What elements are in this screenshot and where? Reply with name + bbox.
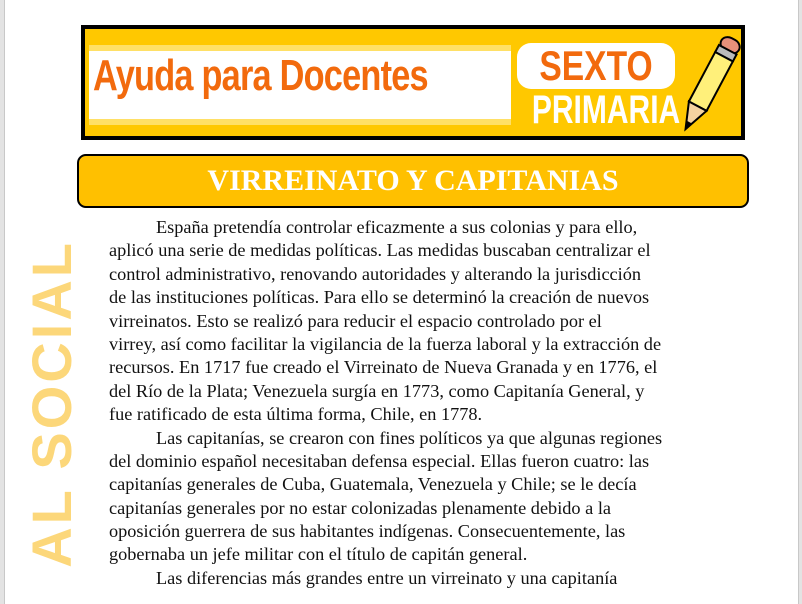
header-banner	[81, 25, 745, 140]
document-body	[109, 216, 709, 590]
logo-text: Ayuda para Docentes	[93, 51, 428, 100]
grade-label: SEXTO	[539, 42, 653, 89]
level-label: PRIMARIA	[531, 88, 681, 132]
text-line: capitanías generales por no estar colonizadas plenamente debido a la	[109, 497, 612, 518]
text-line: Las diferencias más grandes entre un virreinato y una capitanía	[156, 567, 618, 588]
text-line: del dominio español necesitaban defensa especial. Ellas fueron cuatro: las	[109, 450, 650, 471]
text-line: virrey, así como facilitar la vigilancia de la fuerza laboral y la extracción de	[109, 333, 662, 354]
page-left-margin	[0, 0, 5, 604]
text-line: Las capitanías, se crearon con fines políticos ya que algunas regiones	[156, 427, 663, 448]
text-line: España pretendía controlar eficazmente a sus colonias y para ello,	[156, 217, 638, 237]
text-line: oposición guerrera de sus habitantes indígenas. Consecuentemente, las	[109, 521, 626, 542]
pencil-icon	[673, 31, 745, 139]
text-line: virreinatos. Esto se realizó para reducir el espacio controlado por el	[109, 310, 602, 331]
text-line: capitanías generales de Cuba, Guatemala, Venezuela y Chile; se le decía	[109, 474, 637, 495]
text-line: recursos. En 1717 fue creado el Virreinato de Nueva Granada y en 1776, el	[109, 357, 658, 378]
text-line: gobernaba un jefe militar con el título de capitán general.	[109, 544, 528, 565]
page-title: VIRREINATO Y CAPITANIAS	[207, 164, 619, 197]
title-bar	[77, 154, 749, 208]
text-line: aplicó una serie de medidas políticas. Las medidas buscaban centralizar el	[109, 240, 651, 261]
text-line: del Río de la Plata; Venezuela surgía en 1773, como Capitanía General, y	[109, 380, 645, 401]
text-line: de las instituciones políticas. Para ello se determinó la creación de nuevos	[109, 287, 650, 308]
text-line: fue ratificado de esta última forma, Chile, en 1778.	[109, 404, 483, 425]
scrollbar[interactable]	[798, 0, 802, 604]
side-watermark: AL SOCIAL	[20, 240, 83, 568]
text-line: control administrativo, renovando autoridades y alterando la jurisdicción	[109, 263, 642, 284]
